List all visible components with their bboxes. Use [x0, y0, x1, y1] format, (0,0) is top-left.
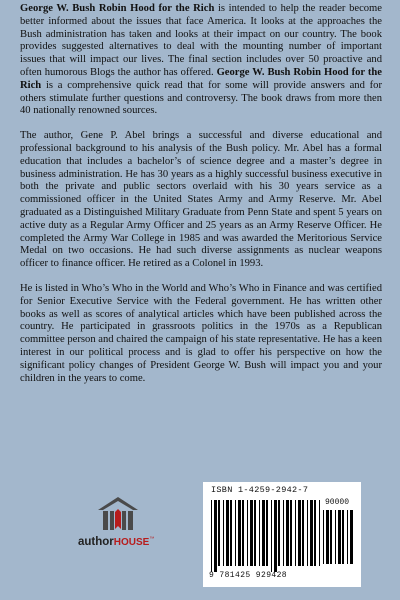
author-bio-paragraph: The author, Gene P. Abel brings a successful and diverse educational and professional background to his analysis of the Bush policy. Mr. Abel has a formal education that includes a bachelor’s of science degree and a master’s degree in business administration. He has 30 years as a highly successful business executive in both the private and public sectors overlaid with his 30 years service as a commissioned officer in the United States Army and Army Reserve. Mr. Abel graduated as a Distinguished Military Graduate from Penn State and spent 5 years on active duty as a Regular Army Officer and 25 years as an Army Reserve Officer. He completed the Army War College in 1985 and was awarded the Meritorious Service Medal on two occasions. He had such diverse assignments as nuclear weapons officer to finance officer. He retired as a Colonel in 1993.	[20, 130, 382, 270]
wordmark-author: author	[78, 536, 114, 548]
barcode-bar	[338, 510, 341, 564]
barcode-bar	[286, 500, 289, 566]
barcode-bar	[342, 510, 344, 564]
addon-digits: 90000	[325, 498, 350, 507]
back-cover-text	[20, 3, 382, 397]
barcode-bar	[350, 510, 353, 564]
addon-barcode-bars	[323, 510, 355, 570]
barcode-bar	[274, 500, 277, 572]
barcode-bar	[323, 510, 324, 564]
barcode-bar	[262, 500, 265, 566]
barcode-bar	[254, 500, 256, 566]
isbn-label: ISBN 1-4259-2942-7	[211, 485, 309, 495]
wordmark-house: HOUSE	[113, 537, 150, 548]
author-career-paragraph: He is listed in Who’s Who in the World and Who’s Who in Finance and was certified for Senior Executive Service with the Federal government. He has written other books as well as scores of analytical articles which have been published across the country. He participated in grassroots politics in the 1970s as a Republican committee person and chaired the campaign of his state representative. He has a keen interest in our political process and is glad to offer his perspective on how the significant policy changes of President George W. Bush will impact you and your children in the years to come.	[20, 282, 382, 384]
barcode-bar	[347, 510, 348, 564]
publisher-logo	[78, 496, 182, 560]
description-paragraph	[20, 3, 382, 118]
publisher-wordmark	[78, 536, 188, 548]
barcode-bar	[310, 500, 313, 566]
barcode-bar	[295, 500, 296, 566]
barcode-bar	[223, 500, 224, 566]
barcode-bar	[235, 500, 236, 566]
description-text-b: is a comprehensive quick read that for some will provide answers and for others stimulate further questions and controversy. The book draws from more then 40 nationally renowned sources.	[20, 79, 382, 117]
description-text-a: is intended to help the reader become better informed about the issues that face America. It looks at the approaches the Bush administration has taken and looks at their impact on our country. The book provides suggested alternatives to deal with the mounting number of important issues that will impact our lives. The final section includes over 50 proactive and often humorous Blogs the author has offered.	[20, 3, 383, 78]
ean-barcode-bars	[211, 500, 323, 572]
barcode-bar	[226, 500, 229, 566]
barcode-bar	[307, 500, 308, 566]
barcode-bar	[238, 500, 241, 566]
barcode-bar	[283, 500, 284, 566]
ean-digits: 9 781425 929428	[209, 571, 288, 580]
barcode-bar	[298, 500, 301, 566]
barcode-bar	[247, 500, 248, 566]
barcode-bar	[290, 500, 292, 566]
barcode-bar	[302, 500, 304, 566]
book-title-ref: George W. Bush Robin Hood for the Rich	[20, 3, 215, 14]
barcode-bar	[330, 510, 332, 564]
barcode-bar	[335, 510, 336, 564]
barcode-bar	[314, 500, 316, 566]
barcode-bar	[266, 500, 268, 566]
book-title-ref: George W. Bush Robin Hood for the Rich	[20, 66, 382, 91]
barcode-bar	[211, 500, 212, 572]
barcode-bar	[242, 500, 244, 566]
barcode-bar	[271, 500, 272, 572]
barcode-bar	[230, 500, 232, 566]
wordmark-tm: ™	[149, 536, 155, 542]
barcode-bar	[250, 500, 253, 566]
barcode-bar	[259, 500, 260, 566]
barcode-bar	[319, 500, 320, 566]
barcode-bar	[326, 510, 329, 564]
barcode-bar	[278, 500, 280, 566]
house-book-icon	[96, 496, 140, 532]
barcode-bar	[214, 500, 217, 572]
barcode-bar	[218, 500, 220, 566]
isbn-barcode	[203, 482, 361, 587]
